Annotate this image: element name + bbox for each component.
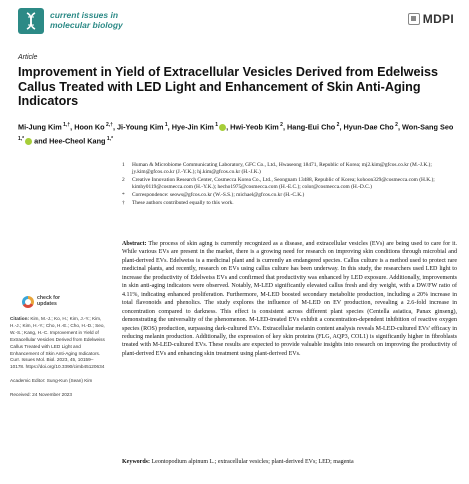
publisher-name: MDPI bbox=[422, 12, 454, 26]
article-type: Article bbox=[18, 54, 38, 61]
dna-icon bbox=[21, 11, 41, 31]
sidebar bbox=[10, 296, 106, 406]
affiliation-row bbox=[122, 200, 457, 207]
author-name[interactable]: Ji-Young Kim bbox=[117, 122, 164, 132]
author-affiliation-marker: 1,† bbox=[61, 122, 71, 128]
author-name[interactable]: Won-Sang Seo bbox=[402, 122, 454, 132]
affiliation-row bbox=[122, 192, 457, 199]
journal-name bbox=[50, 11, 123, 30]
author-name[interactable]: Hee-Cheol Kang bbox=[49, 136, 106, 146]
page-header bbox=[18, 8, 458, 38]
check-updates-line1: check for bbox=[37, 295, 61, 302]
affiliations bbox=[122, 162, 457, 208]
author-list: Mi-Jung Kim $^{1,\dagger}$, Hoon Ko $^{2,\dagger}$, Ji-Young Kim $^1$, Hye-Jin Kim $^1$ , Hwi-Yeob Kim $^2$, Hang-Eui Cho $^2$, Hyun-Dae Cho $^2$, Won-Sang Seo $^{1,*}$ and Hee-Cheol Kang $^{1,*}$ bbox=[18, 122, 454, 146]
author-affiliation-marker: 1,* bbox=[105, 136, 114, 143]
abstract-label: Abstract: bbox=[122, 241, 147, 247]
affiliation-text: Creative Innovation Research Center, Cosmecca Korea Co., Ltd., Seongnam 13488, Republic of Korea; kohoon329@cosmecca.com (H.K.); kimhy0119@cosmecca.com (H.-Y.K.); hecho1975@cosmecca.com (H.-E.C.); color@cosmecca.com (H.-D.C.) bbox=[132, 177, 435, 190]
check-for-updates-button[interactable] bbox=[22, 296, 106, 308]
citation-text[interactable]: Kim, M.-J.; Ko, H.; Kim, J.-Y.; Kim, H.-J.; Kim, H.-Y.; Cho, H.-E.; Cho, H.-D.; Seo, W.-S.; Kang, H.-C. Improvement in Yield of Extracellular Vesicles Derived from Edelweiss Callus Treated with LED Light and Enhancement of Skin Anti-Aging Indicators. Curr. Issues Mol. Biol. 2023, 45, 10159–10178. https://doi.org/10.3390/cimb45120634 bbox=[10, 316, 105, 370]
affiliation-number: † bbox=[122, 200, 125, 206]
article-title: Improvement in Yield of Extracellular Vesicles Derived from Edelweiss Callus Treated with LED Light and Enhancement of Skin Anti-Aging Indicators bbox=[18, 65, 438, 108]
journal-name-line1: current issues in bbox=[50, 10, 119, 20]
received-date: Received: 24 November 2023 bbox=[10, 392, 73, 398]
journal-name-line2: molecular biology bbox=[50, 19, 123, 30]
orcid-icon[interactable] bbox=[25, 138, 32, 145]
author-affiliation-marker: 2 bbox=[393, 122, 398, 128]
author-name[interactable]: Hye-Jin Kim bbox=[171, 122, 214, 132]
journal-logo bbox=[18, 8, 44, 34]
author-affiliation-marker: 2 bbox=[278, 122, 283, 128]
affiliation-text: Correspondence: seows@gfcos.co.kr (W.-S.S.); michael@gfcos.co.kr (H.-C.K.) bbox=[132, 192, 305, 198]
citation bbox=[10, 316, 106, 371]
author-affiliation-marker: 1,* bbox=[18, 136, 25, 143]
abstract bbox=[122, 240, 457, 358]
author-name[interactable]: Hyun-Dae Cho bbox=[343, 122, 394, 132]
mdpi-mark-icon bbox=[408, 13, 420, 25]
author-name[interactable]: Hang-Eui Cho bbox=[287, 122, 336, 132]
author-affiliation-marker: 1 bbox=[163, 122, 168, 128]
keywords bbox=[122, 458, 457, 466]
author-name[interactable]: Hoon Ko bbox=[74, 122, 105, 132]
author-affiliation-marker: 2,† bbox=[104, 122, 113, 128]
author-name[interactable]: Hwi-Yeob Kim bbox=[230, 122, 279, 132]
abstract-text: The process of skin aging is currently recognized as a disease, and extracellular vesicles (EVs) are being used to care for it. While various EVs are present in the market, there is a growing need for research on improving skin conditions through microbial and plant-derived EVs. Edelweiss is a medicinal plant and is currently an endangered species. Callus culture is a method used to protect rare medicinal plants, and recently, research on EVs using callus culture has been underway. In this study, the researchers used LED light to increase the productivity of Edelweiss EVs and confirmed that productivity was enhanced by LED exposure. Additionally, improvements in skin anti-aging indicators were observed. Notably, M-LED significantly elevated callus fresh and dry weight, with a DW/FW ratio of 4.11%, indicating enhanced proliferation. Furthermore, M-LED boosted secondary metabolite production, including a 20% increase in total flavonoids and phenolics. The study explores the influence of M-LED on EV production, revealing a 2.6-fold increase in concentration compared to darkness. This effect is consistent across different plant species (Centella asiatica, Panax ginseng), demonstrating the universality of the phenomenon. M-LED-treated EVs exhibit a concentration-dependent inhibition of reactive oxygen species (ROS) production, surpassing dark-cultured EVs. Extracellular melanin content analysis reveals M-LED-cultured EVs' efficacy in reducing melanin production. Additionally, the expression of key skin proteins (FLG, AQP3, COL1) is significantly higher in fibroblasts treated with M-LED-cultured EVs. These results are expected to provide valuable insights into research on improving the productivity of plant-derived EVs and enhancing skin treatment using plant-derived EVs. bbox=[122, 241, 457, 357]
author-affiliation-marker: 2 bbox=[335, 122, 340, 128]
academic-editor: Academic Editor: Sung-Kun (Sean) Kim bbox=[10, 378, 93, 384]
check-updates-icon bbox=[22, 296, 34, 308]
citation-label: Citation: bbox=[10, 316, 30, 321]
author-name[interactable]: Mi-Jung Kim bbox=[18, 122, 62, 132]
affiliation-text: These authors contributed equally to this work. bbox=[132, 200, 234, 206]
affiliation-number: 2 bbox=[122, 177, 125, 183]
keywords-label: Keywords: bbox=[122, 459, 150, 465]
publisher-logo bbox=[408, 12, 454, 26]
affiliation-row bbox=[122, 162, 457, 176]
affiliation-number: 1 bbox=[122, 162, 125, 168]
author-affiliation-marker: 1 bbox=[213, 122, 219, 128]
check-updates-label bbox=[37, 296, 60, 308]
affiliation-row bbox=[122, 177, 457, 191]
orcid-icon[interactable] bbox=[219, 124, 226, 131]
keywords-text: Leontopodium alpinum L.; extracellular vesicles; plant-derived EVs; LED; magenta bbox=[151, 459, 354, 465]
affiliation-text: Human & Microbiome Communicating Laboratory, GFC Co., Ltd., Hwaseong 18471, Republic of Korea; mj2.kim@gfcos.co.kr (M.-J.K.); jy.kim@gfcos.co.kr (J.-Y.K.); hj.kim@gfcos.co.kr (H.-J.K.) bbox=[132, 162, 432, 175]
check-updates-line2: updates bbox=[37, 301, 57, 307]
affiliation-number: * bbox=[122, 192, 125, 198]
